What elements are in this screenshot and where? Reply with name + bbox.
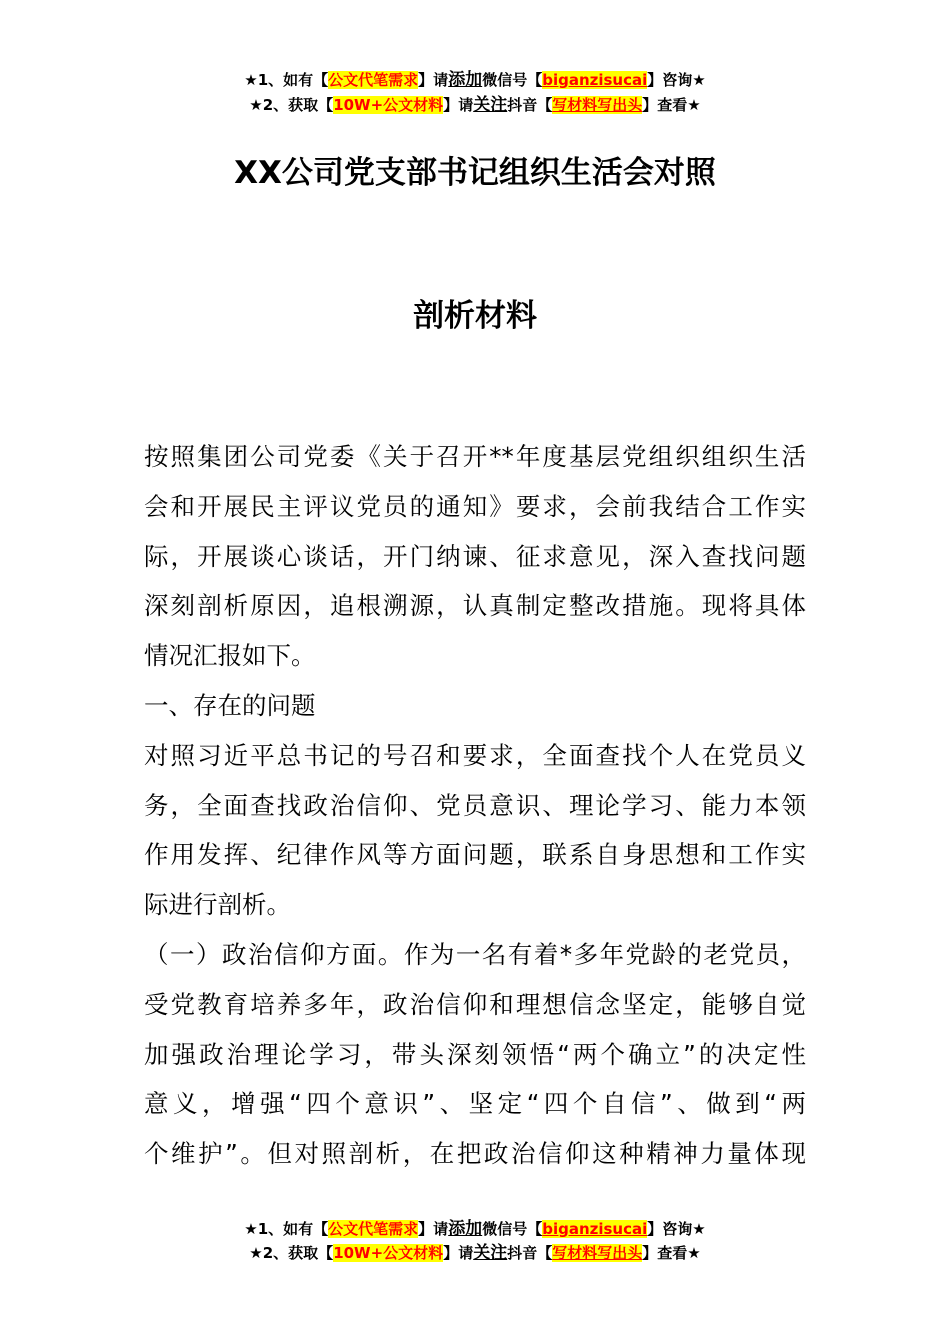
text: 抖音【 xyxy=(507,96,553,114)
text: 】咨询★ xyxy=(647,71,706,89)
body-line: 个维护”。但对照剖析，在把政治信仰这种精神力量体现 xyxy=(144,1139,806,1169)
text: 微信号【 xyxy=(482,71,543,89)
emphasis: 关注 xyxy=(473,1243,508,1263)
highlight: 10W+公文材料 xyxy=(333,96,444,114)
highlight: 10W+公文材料 xyxy=(333,1244,444,1262)
text: 微信号【 xyxy=(482,1220,543,1238)
text: ★2、获取【 xyxy=(249,96,334,114)
body-line: 务，全面查找政治信仰、党员意识、理论学习、能力本领 xyxy=(144,790,806,820)
body-line: 按照集团公司党委《关于召开**年度基层党组织组织生活 xyxy=(144,442,806,471)
ad-line-1 xyxy=(0,69,950,91)
text: 抖音【 xyxy=(507,1244,553,1262)
text: 】查看★ xyxy=(642,96,701,114)
doc-body xyxy=(144,432,806,1179)
text: ★2、获取【 xyxy=(249,1244,334,1262)
text: 】请 xyxy=(443,1244,474,1262)
ad-line-2 xyxy=(0,94,950,116)
body-line: 意义，增强“四个意识”、坚定“四个自信”、做到“两 xyxy=(144,1089,806,1119)
text: 】请 xyxy=(443,96,474,114)
text: ★1、如有【 xyxy=(244,71,329,89)
body-line: 作用发挥、纪律作风等方面问题，联系自身思想和工作实 xyxy=(144,840,806,870)
highlight: 公文代笔需求 xyxy=(328,1220,419,1238)
body-line: 受党教育培养多年，政治信仰和理想信念坚定，能够自觉 xyxy=(144,989,806,1019)
highlight: 写材料写出头 xyxy=(552,1244,643,1262)
ad-line-2 xyxy=(0,1242,950,1264)
section-heading: 一、存在的问题 xyxy=(144,690,316,720)
body-line: 深刻剖析原因，追根溯源，认真制定整改措施。现将具体 xyxy=(144,591,806,621)
text: 】请 xyxy=(418,71,449,89)
doc-title-line-2: 剖析材料 xyxy=(413,298,537,334)
emphasis: 添加 xyxy=(448,1219,483,1239)
emphasis: 添加 xyxy=(448,70,483,90)
highlight: biganzisucai xyxy=(542,71,648,89)
body-line: 加强政治理论学习，带头深刻领悟“两个确立”的决定性 xyxy=(144,1039,806,1069)
text: 】查看★ xyxy=(642,1244,701,1262)
body-line: 对照习近平总书记的号召和要求，全面查找个人在党员义 xyxy=(144,740,806,770)
text: 】咨询★ xyxy=(647,1220,706,1238)
emphasis: 关注 xyxy=(473,95,508,115)
doc-title-line-1: XX公司党支部书记组织生活会对照 xyxy=(234,155,716,191)
ad-line-1 xyxy=(0,1218,950,1240)
body-line: 情况汇报如下。 xyxy=(144,641,316,671)
body-line: 际进行剖析。 xyxy=(144,890,291,920)
text: ★1、如有【 xyxy=(244,1220,329,1238)
highlight: 写材料写出头 xyxy=(552,96,643,114)
highlight: biganzisucai xyxy=(542,1220,648,1238)
text: 】请 xyxy=(418,1220,449,1238)
body-line: 会和开展民主评议党员的通知》要求，会前我结合工作实 xyxy=(144,491,806,521)
body-line: （一）政治信仰方面。作为一名有着*多年党龄的老党员， xyxy=(144,939,806,969)
highlight: 公文代笔需求 xyxy=(328,71,419,89)
body-line: 际，开展谈心谈话，开门纳谏、征求意见，深入查找问题 xyxy=(144,541,806,571)
